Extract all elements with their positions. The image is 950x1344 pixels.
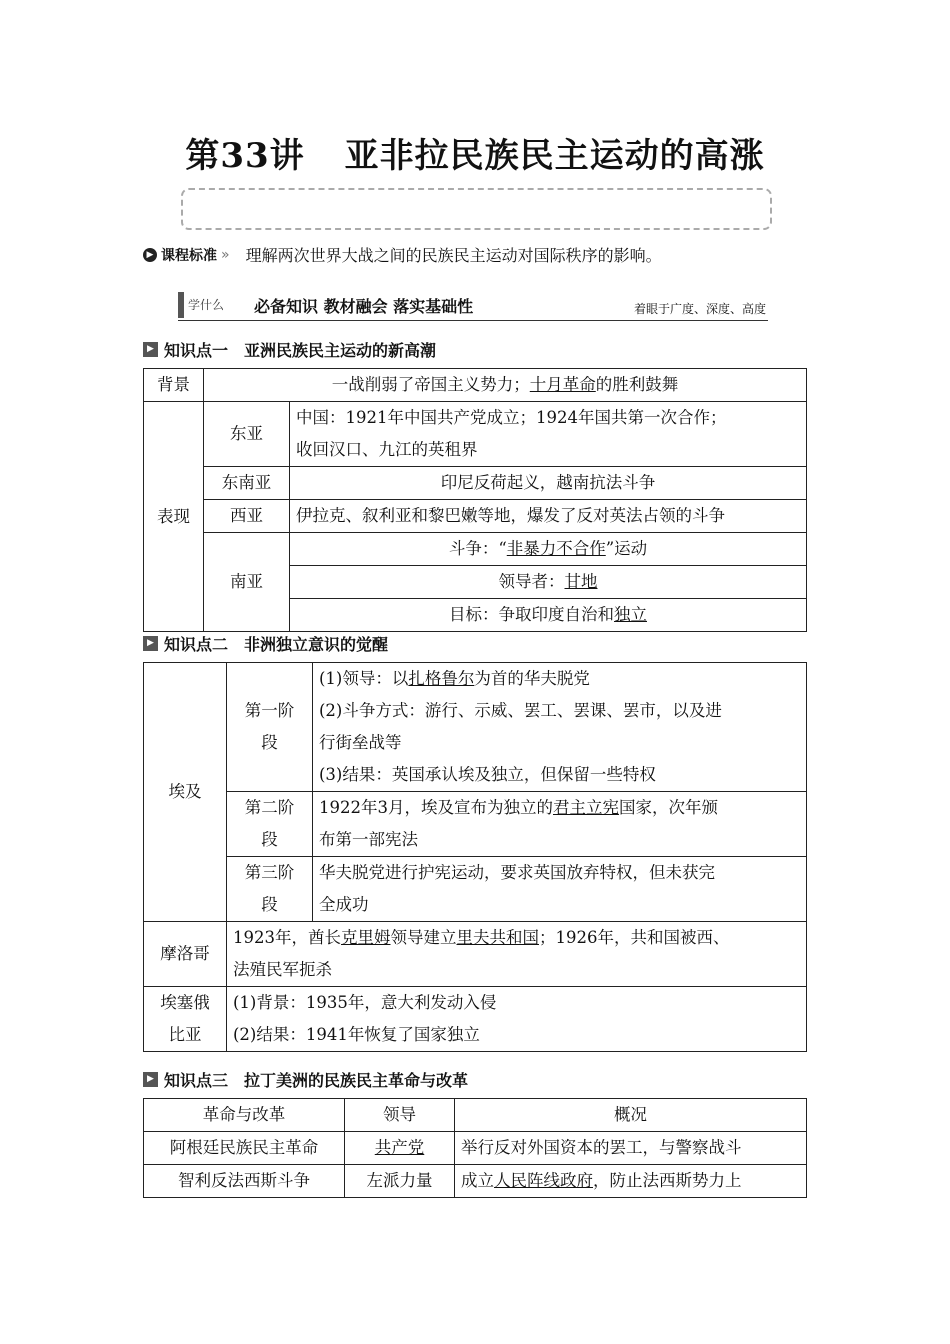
kp1-heading: ▶ 知识点一 亚洲民族民主运动的新高潮 (143, 338, 436, 361)
double-chevron-icon: » (221, 246, 230, 263)
table-row: 埃塞俄 比亚 (1)背景：1935年，意大利发动入侵 (2)结果：1941年恢复了国家独立 (144, 987, 807, 1052)
table-row: 领导者：甘地 (144, 566, 807, 599)
table-row: 阿根廷民族民主革命 共产党 举行反对外国资本的罢工，与警察战斗 (144, 1132, 807, 1165)
kp2-heading: ▶ 知识点二 非洲独立意识的觉醒 (143, 632, 388, 655)
section-banner (178, 292, 768, 321)
table-row: 第三阶 段 华夫脱党进行护宪运动，要求英国放弃特权，但未获完 全成功 (144, 857, 807, 922)
kp1-table (143, 368, 807, 632)
table-row: 智利反法西斯斗争 左派力量 成立人民阵线政府，防止法西斯势力上 (144, 1165, 807, 1198)
page-title (0, 128, 950, 177)
table-row: 西亚 伊拉克、叙利亚和黎巴嫩等地，爆发了反对英法占领的斗争 (144, 500, 807, 533)
banner-logo: 学什么 (178, 292, 228, 318)
table-row: 表现 东亚 中国：1921年中国共产党成立；1924年国共第一次合作； 收回汉口、九江的英租界 (144, 402, 807, 467)
triangle-icon: ▶ (143, 342, 158, 357)
table-row: 第二阶 段 1922年3月，埃及宣布为独立的君主立宪国家，次年颁 布第一部宪法 (144, 792, 807, 857)
dashed-box (181, 188, 772, 230)
table-row: 摩洛哥 1923年，酋长克里姆领导建立里夫共和国；1926年，共和国被西、 法殖民军扼杀 (144, 922, 807, 987)
course-standard-text: 理解两次世界大战之间的民族民主运动对国际秩序的影响。 (245, 246, 662, 265)
lecture-number: 第33讲 (185, 136, 305, 176)
table-row: 南亚 斗争：“非暴力不合作”运动 (144, 533, 807, 566)
banner-main: 必备知识 教材融会 落实基础性 (254, 297, 474, 316)
lecture-topic: 亚非拉民族民主运动的高涨 (344, 136, 765, 176)
course-standard (143, 243, 662, 266)
table-row: 目标：争取印度自治和独立 (144, 599, 807, 632)
kp3-table (143, 1098, 807, 1198)
play-icon: ▶ (143, 248, 157, 262)
table-row: 埃及 第一阶 段 (1)领导：以扎格鲁尔为首的华夫脱党 (2)斗争方式：游行、示威、罢工、罢课、罢市，以及进 行街垒战等 (3)结果：英国承认埃及独立，但保留一些特权 (144, 663, 807, 792)
table-header-row: 革命与改革 领导 概况 (144, 1099, 807, 1132)
kp3-heading: ▶ 知识点三 拉丁美洲的民族民主革命与改革 (143, 1068, 468, 1091)
triangle-icon: ▶ (143, 1072, 158, 1087)
course-standard-badge: ▶ 课程标准 » (143, 245, 230, 265)
kp2-table (143, 662, 807, 1052)
banner-side: 着眼于广度、深度、高度 (633, 302, 766, 316)
table-row: 东南亚 印尼反荷起义，越南抗法斗争 (144, 467, 807, 500)
triangle-icon: ▶ (143, 636, 158, 651)
table-row: 背景 一战削弱了帝国主义势力；十月革命的胜利鼓舞 (144, 369, 807, 402)
